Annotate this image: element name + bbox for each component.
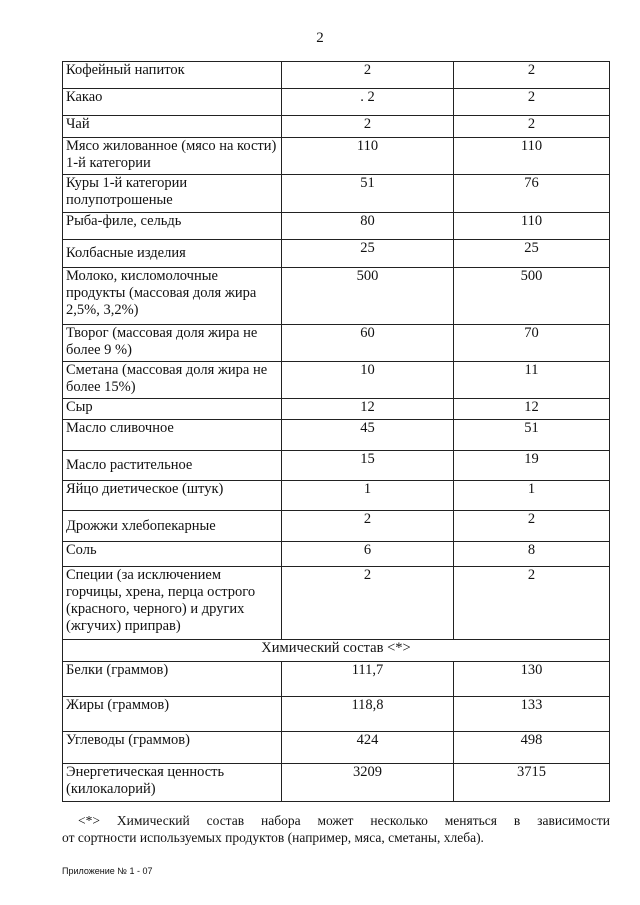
norm-value-1: 45 — [282, 420, 454, 451]
product-name: Специи (за исключением горчицы, хрена, перца острого (красного, черного) и других (жгучих) приправ) — [63, 567, 282, 640]
footnote — [62, 812, 610, 846]
norm-value-1: 110 — [282, 138, 454, 175]
section-row — [63, 640, 610, 662]
norm-value-2: 1 — [454, 481, 610, 511]
norm-value-2: 51 — [454, 420, 610, 451]
norm-value-1: 51 — [282, 175, 454, 213]
table-row — [63, 481, 610, 511]
table-row — [63, 451, 610, 481]
table-row — [63, 732, 610, 764]
product-name: Соль — [63, 542, 282, 567]
nutrient-name: Жиры (граммов) — [63, 697, 282, 732]
product-name: Сметана (массовая доля жира не более 15%) — [63, 362, 282, 399]
norm-value-2: 25 — [454, 240, 610, 268]
norm-value-2: 2 — [454, 511, 610, 542]
nutrient-name: Углеводы (граммов) — [63, 732, 282, 764]
norm-value-1: 2 — [282, 567, 454, 640]
table-row — [63, 268, 610, 325]
norm-value-1: 6 — [282, 542, 454, 567]
section-title: Химический состав <*> — [63, 640, 610, 662]
norm-value-2: 2 — [454, 62, 610, 89]
food-norms-table — [62, 61, 610, 802]
table-row — [63, 399, 610, 420]
norm-value-2: 76 — [454, 175, 610, 213]
nutrient-value-1: 111,7 — [282, 662, 454, 697]
nutrient-value-1: 424 — [282, 732, 454, 764]
product-name: Сыр — [63, 399, 282, 420]
product-name: Рыба-филе, сельдь — [63, 213, 282, 240]
table-row — [63, 138, 610, 175]
footnote-line-2: от сортности используемых продуктов (например, мяса, сметаны, хлеба). — [62, 830, 484, 845]
nutrient-name: Белки (граммов) — [63, 662, 282, 697]
table-row — [63, 89, 610, 116]
norm-value-1: 2 — [282, 116, 454, 138]
norm-value-1: 60 — [282, 325, 454, 362]
product-name: Кофейный напиток — [63, 62, 282, 89]
norm-value-2: 12 — [454, 399, 610, 420]
table-row — [63, 62, 610, 89]
norm-value-2: 11 — [454, 362, 610, 399]
norm-value-2: 2 — [454, 89, 610, 116]
product-name: Какао — [63, 89, 282, 116]
norm-value-2: 110 — [454, 138, 610, 175]
norm-value-1: 1 — [282, 481, 454, 511]
footnote-line-1: <*> Химический состав набора может несколько меняться в зависимости — [78, 813, 610, 828]
norm-value-1: . 2 — [282, 89, 454, 116]
table-row — [63, 175, 610, 213]
norm-value-2: 2 — [454, 116, 610, 138]
product-name: Масло сливочное — [63, 420, 282, 451]
table-row — [63, 116, 610, 138]
nutrient-value-1: 118,8 — [282, 697, 454, 732]
table-row — [63, 697, 610, 732]
table-row — [63, 662, 610, 697]
appendix-label: Приложение № 1 - 07 — [62, 866, 153, 876]
nutrient-value-1: 3209 — [282, 764, 454, 802]
norm-value-2: 19 — [454, 451, 610, 481]
nutrient-name: Энергетическая ценность (килокалорий) — [63, 764, 282, 802]
product-name: Куры 1-й категории полупотрошеные — [63, 175, 282, 213]
product-name: Творог (массовая доля жира не более 9 %) — [63, 325, 282, 362]
table-row — [63, 213, 610, 240]
norm-value-1: 25 — [282, 240, 454, 268]
table-row — [63, 542, 610, 567]
norm-value-1: 2 — [282, 62, 454, 89]
norm-value-1: 80 — [282, 213, 454, 240]
nutrient-value-2: 3715 — [454, 764, 610, 802]
nutrient-value-2: 498 — [454, 732, 610, 764]
product-name: Дрожжи хлебопекарные — [63, 511, 282, 542]
table-row — [63, 764, 610, 802]
nutrient-value-2: 133 — [454, 697, 610, 732]
table-row — [63, 362, 610, 399]
page-number: 2 — [316, 30, 324, 46]
norm-value-2: 110 — [454, 213, 610, 240]
product-name: Масло растительное — [63, 451, 282, 481]
table-row — [63, 325, 610, 362]
norm-value-1: 12 — [282, 399, 454, 420]
norm-value-1: 10 — [282, 362, 454, 399]
norm-value-2: 500 — [454, 268, 610, 325]
norm-value-2: 70 — [454, 325, 610, 362]
product-name: Мясо жилованное (мясо на кости) 1-й категории — [63, 138, 282, 175]
product-name: Чай — [63, 116, 282, 138]
norm-value-2: 8 — [454, 542, 610, 567]
norm-value-2: 2 — [454, 567, 610, 640]
product-name: Молоко, кисломолочные продукты (массовая доля жира 2,5%, 3,2%) — [63, 268, 282, 325]
product-name: Колбасные изделия — [63, 240, 282, 268]
norm-value-1: 2 — [282, 511, 454, 542]
table-row — [63, 511, 610, 542]
norm-value-1: 15 — [282, 451, 454, 481]
norm-value-1: 500 — [282, 268, 454, 325]
product-name: Яйцо диетическое (штук) — [63, 481, 282, 511]
table-row — [63, 420, 610, 451]
nutrient-value-2: 130 — [454, 662, 610, 697]
table-row — [63, 240, 610, 268]
table-row — [63, 567, 610, 640]
